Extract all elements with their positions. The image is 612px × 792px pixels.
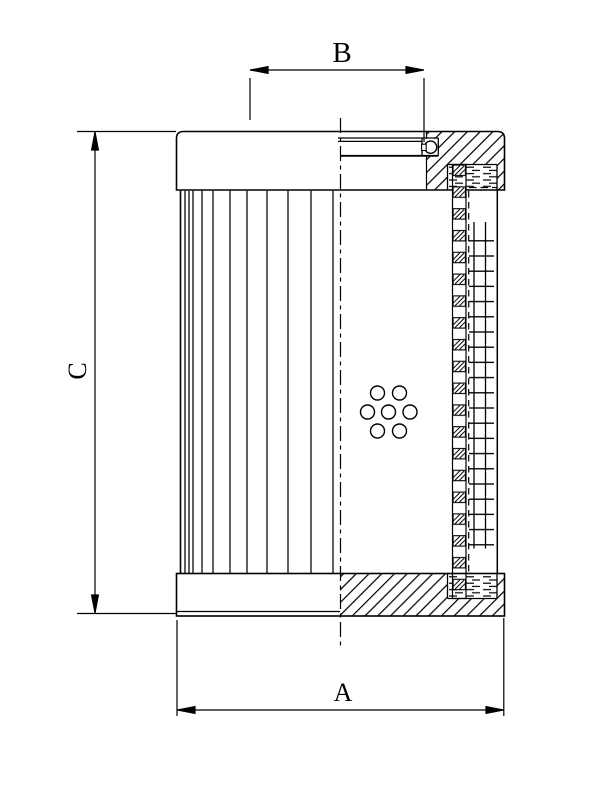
dim-c-label: C — [63, 362, 92, 380]
dim-b-label: B — [332, 37, 352, 69]
oring-seat-notch — [422, 144, 427, 150]
dim-a-label: A — [333, 678, 353, 707]
wire-mesh-rungs — [469, 236, 494, 549]
mesh-strip — [453, 165, 467, 599]
